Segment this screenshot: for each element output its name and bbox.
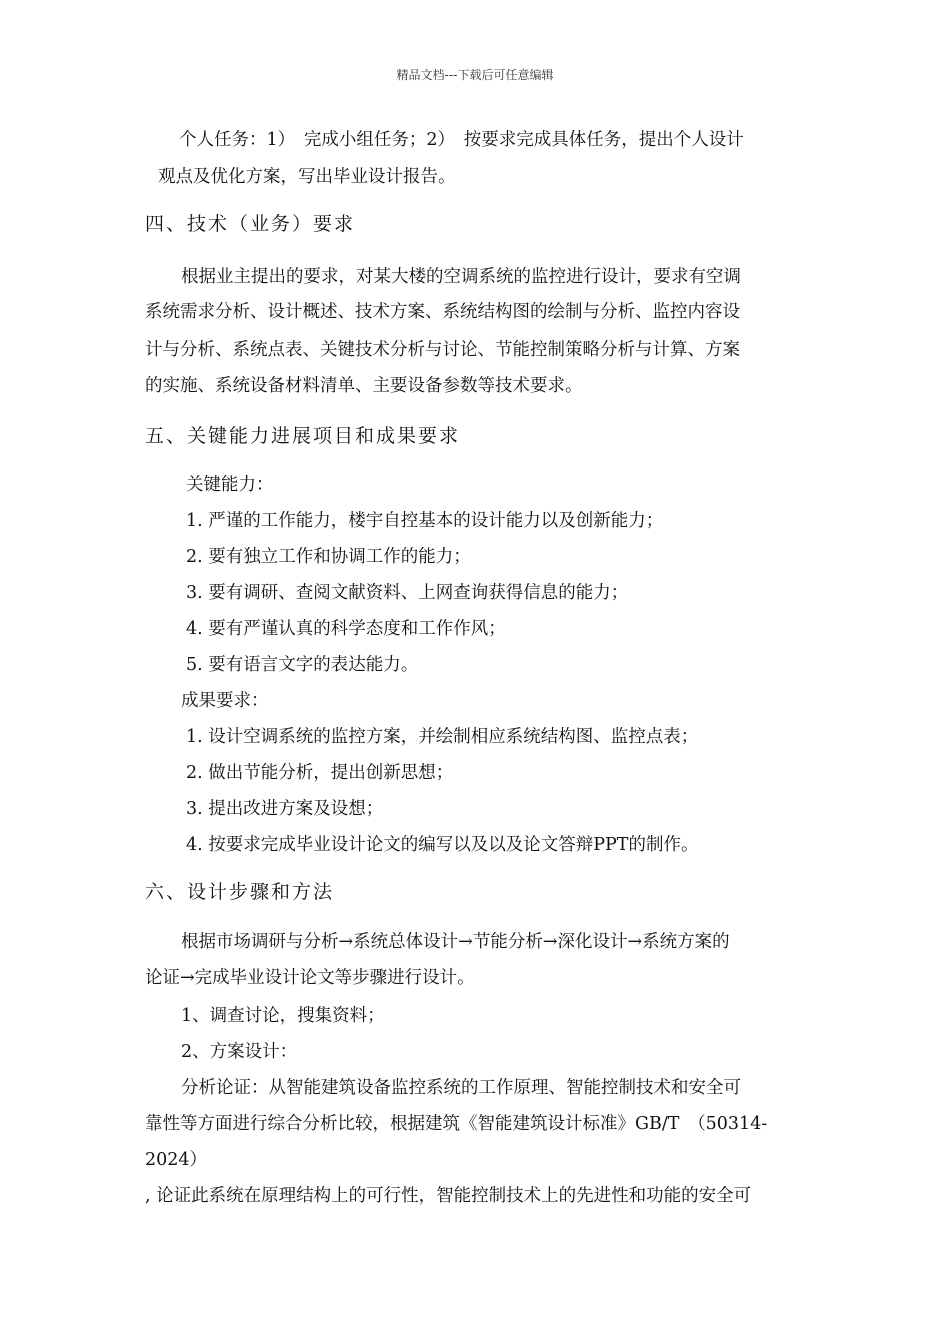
personal-task-line-2: 观点及优化方案，写出毕业设计报告。 (158, 167, 456, 187)
result-item: 3. 提出改进方案及设想； (186, 799, 384, 819)
analysis-line-4: , 论证此系统在原理结构上的可行性，智能控制技术上的先进性和功能的安全可 (145, 1186, 752, 1206)
results-label: 成果要求： (181, 691, 269, 711)
page-header: 精品文档---下载后可任意编辑 (396, 68, 554, 82)
section-4-para-line-2: 系统需求分析、设计概述、技术方案、系统结构图的绘制与分析、监控内容设 (145, 302, 740, 322)
analysis-line-3: 2024） (145, 1150, 208, 1170)
step-2: 2、方案设计： (181, 1042, 298, 1062)
result-item: 2. 做出节能分析，提出创新思想； (186, 763, 454, 783)
analysis-line-1: 分析论证：从智能建筑设备监控系统的工作原理、智能控制技术和安全可 (181, 1078, 741, 1098)
step-1: 1、调查讨论，搜集资料； (181, 1006, 385, 1026)
section-6-para-line-1: 根据市场调研与分析→系统总体设计→节能分析→深化设计→系统方案的 (181, 932, 730, 952)
section-6-heading: 六、设计步骤和方法 (145, 881, 335, 903)
section-4-para-line-1: 根据业主提出的要求，对某大楼的空调系统的监控进行设计，要求有空调 (181, 267, 741, 287)
section-4-heading: 四、技术（业务）要求 (145, 213, 356, 235)
result-item: 1. 设计空调系统的监控方案，并绘制相应系统结构图、监控点表； (186, 727, 699, 747)
section-5-heading: 五、关键能力进展项目和成果要求 (145, 425, 461, 447)
section-4-para-line-3: 计与分析、系统点表、关键技术分析与讨论、节能控制策略分析与计算、方案 (145, 340, 740, 360)
ability-item: 3. 要有调研、查阅文献资料、上网查询获得信息的能力； (186, 583, 629, 603)
ability-item: 1. 严谨的工作能力，楼宇自控基本的设计能力以及创新能力； (186, 511, 664, 531)
abilities-label: 关键能力： (186, 475, 274, 495)
ability-item: 4. 要有严谨认真的科学态度和工作作风； (186, 619, 506, 639)
section-6-para-line-2: 论证→完成毕业设计论文等步骤进行设计。 (145, 968, 475, 988)
ability-item: 2. 要有独立工作和协调工作的能力； (186, 547, 471, 567)
personal-task-line-1: 个人任务：1） 完成小组任务；2） 按要求完成具体任务，提出个人设计 (179, 130, 744, 150)
result-item: 4. 按要求完成毕业设计论文的编写以及以及论文答辩PPT的制作。 (186, 835, 699, 855)
ability-item: 5. 要有语言文字的表达能力。 (186, 655, 419, 675)
analysis-line-2: 靠性等方面进行综合分析比较，根据建筑《智能建筑设计标准》GB/T （50314- (145, 1114, 768, 1134)
section-4-para-line-4: 的实施、系统设备材料清单、主要设备参数等技术要求。 (145, 376, 583, 396)
